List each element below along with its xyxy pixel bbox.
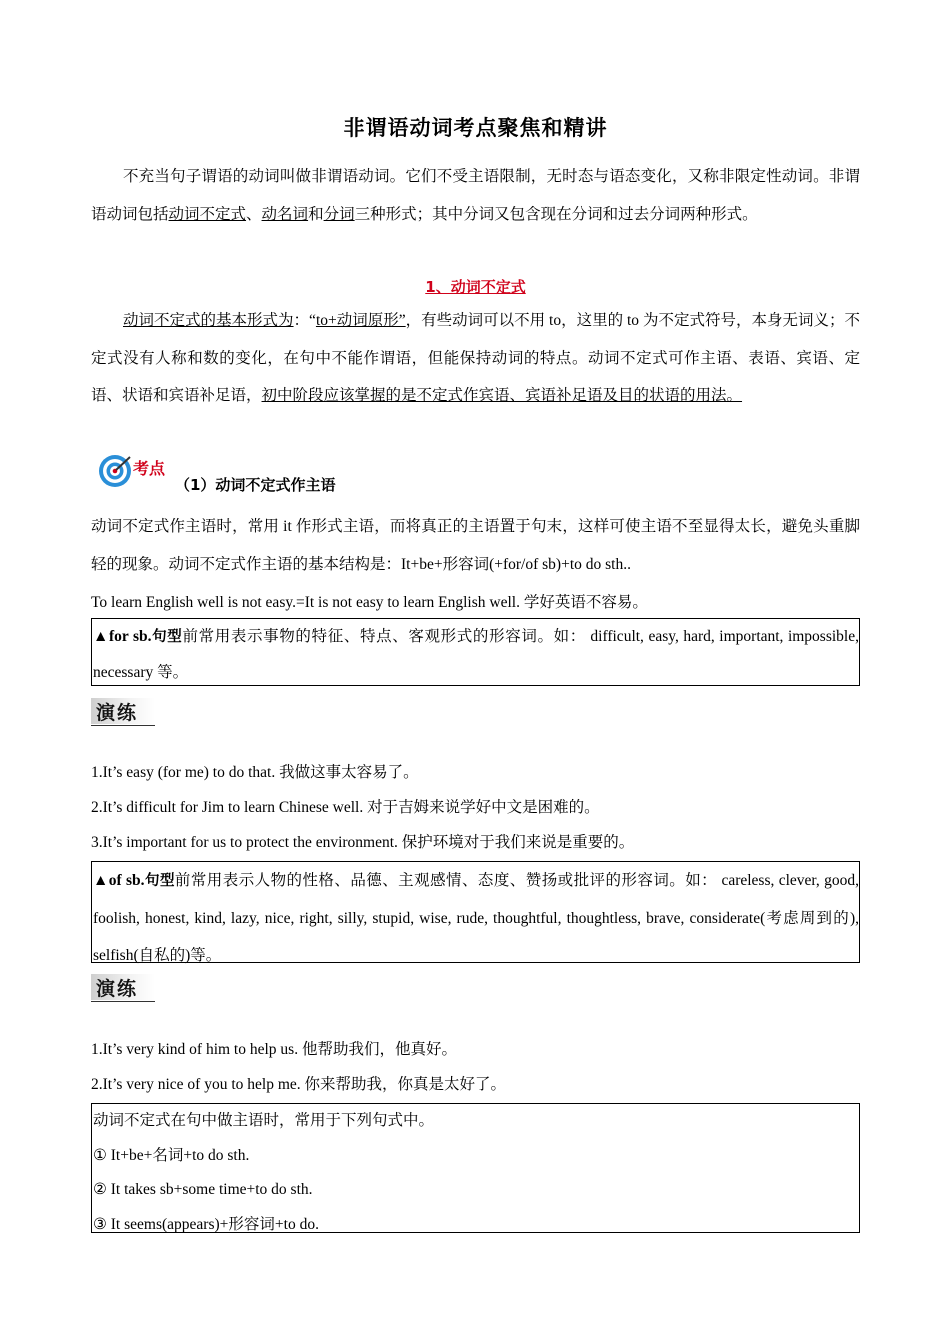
kaodian-badge-text: 考点 bbox=[133, 459, 166, 478]
kaodian-row bbox=[97, 452, 497, 492]
practice1-item-2: 2.It’s difficult for Jim to learn Chinese well. 对于吉姆来说学好中文是困难的。 bbox=[91, 799, 600, 816]
intro-paragraph: 不充当句子谓语的动词叫做非谓语动词。它们不受主语限制，无时态与语态变化，又称非限定性动词。非谓语动词包括动词不定式、动名词和分词三种形式；其中分词又包含现在分词和过去分词两种形式。 bbox=[91, 168, 860, 223]
practice-badge-2: 演练 bbox=[91, 972, 155, 1002]
term-infinitive: 动词不定式 bbox=[168, 205, 247, 223]
pattern-2: ② It takes sb+some time+to do sth. bbox=[93, 1181, 313, 1198]
section-heading-infinitive: 1、动词不定式 bbox=[425, 278, 526, 296]
pattern-1: ① It+be+名词+to do sth. bbox=[93, 1146, 250, 1164]
target-icon bbox=[97, 452, 169, 492]
kaodian-label: （1）动词不定式作主语 bbox=[175, 476, 336, 494]
practice-badge-1: 演练 bbox=[91, 696, 155, 726]
subject-example: To learn English well is not easy.=It is not easy to learn English well. 学好英语不容易。 bbox=[91, 594, 648, 611]
pattern-box bbox=[91, 1103, 860, 1233]
term-gerund: 动名词 bbox=[261, 205, 309, 223]
practice2-item-2: 2.It’s very nice of you to help me. 你来帮助我，你真是太好了。 bbox=[91, 1076, 507, 1093]
note-box-for-sb: ▲for sb.句型前常用表示事物的特征、特点、客观形式的形容词。如： difficult, easy, hard, important, impossible, necessary 等。 bbox=[91, 618, 860, 686]
subject-paragraph: 动词不定式作主语时，常用 it 作形式主语，而将真正的主语置于句末，这样可使主语不至显得太长，避免头重脚轻的现象。动词不定式作主语的基本结构是：It+be+形容词(+for/of sb)+to do sth.. bbox=[91, 518, 860, 573]
pattern-3: ③ It seems(appears)+形容词+to do. bbox=[93, 1215, 319, 1233]
pattern-intro: 动词不定式在句中做主语时，常用于下列句式中。 bbox=[93, 1112, 435, 1129]
definition-paragraph: 动词不定式的基本形式为：“to+动词原形”，有些动词可以不用 to，这里的 to 为不定式符号，本身无词义；不定式没有人称和数的变化，在句中不能作谓语，但能保持动词的特点。动词不定式可作主语、表语、宾语、定语、状语和宾语补足语，初中阶段应该掌握的是不定式作宾语、宾语补足语及目的状语的用法。 bbox=[91, 312, 860, 404]
note-box-of-sb: ▲of sb.句型前常用表示人物的性格、品德、主观感情、态度、赞扬或批评的形容词。如： careless, clever, good, foolish, honest, kind, lazy, nice, right, silly, stupid, wise, rude, thoughtful, thoughtless, brave, considerate(考虑周到的), selfish(自私的)等。 bbox=[91, 861, 860, 963]
page-title: 非谓语动词考点聚焦和精讲 bbox=[343, 116, 608, 140]
term-participle: 分词 bbox=[323, 205, 355, 223]
practice2-item-1: 1.It’s very kind of him to help us. 他帮助我们，他真好。 bbox=[91, 1041, 457, 1058]
practice1-item-1: 1.It’s easy (for me) to do that. 我做这事太容易了。 bbox=[91, 764, 419, 781]
practice1-item-3: 3.It’s important for us to protect the environment. 保护环境对于我们来说是重要的。 bbox=[91, 834, 635, 851]
